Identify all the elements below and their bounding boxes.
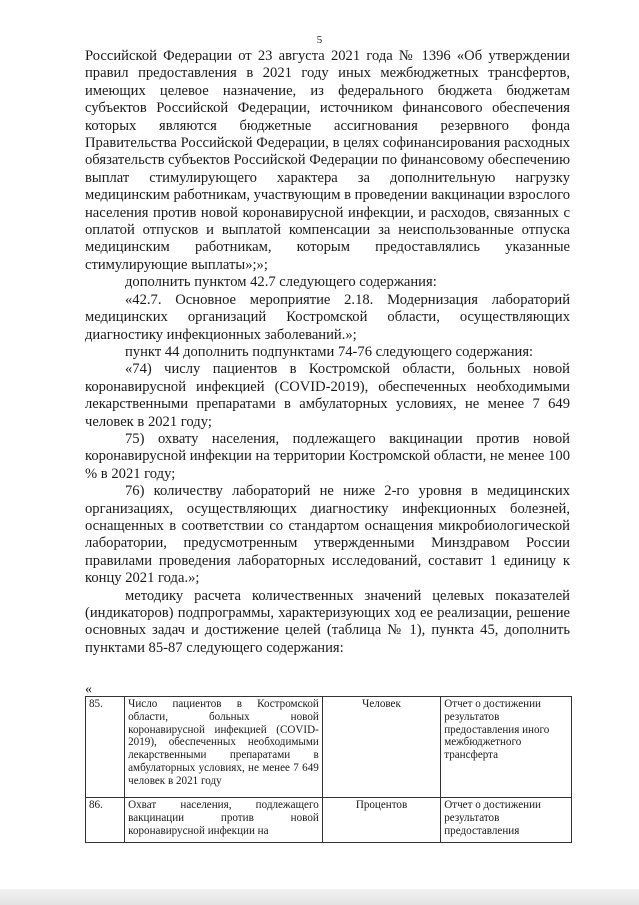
paragraph: «74) числу пациентов в Костромской области, больных новой коронавирусной инфекцией (COVID-2019), обеспеченных необходимыми лекарственными препаратами в амбулаторных условиях, не менее 7 649 человек в 2021 году;: [85, 361, 570, 430]
row-number: 86.: [86, 798, 125, 843]
indicator-name: Число пациентов в Костромской области, больных новой коронавирусной инфекцией (COVID-2019), обеспеченных необходимыми лекарственными препаратами в амбулаторных условиях, не менее 7 649 человек в 2021 году: [125, 697, 323, 798]
paragraph: дополнить пунктом 42.7 следующего содержания:: [125, 274, 437, 291]
table-row: [86, 697, 572, 798]
opening-quote-mark: «: [85, 682, 92, 697]
page-number: 5: [316, 34, 323, 46]
paragraph: 75) охвату населения, подлежащего вакцинации против новой коронавирусной инфекции на территории Костромской области, не менее 100 % в 2021 году;: [85, 430, 570, 482]
data-source: Отчет о достижении результатов предоставления иного межбюджетного трансферта: [441, 697, 572, 798]
paragraph: методику расчета количественных значений целевых показателей (индикаторов) подпрограммы, характеризующих ход ее реализации, решение основных задач и достижение целей (таблица № 1), пункта 45, дополнить пунктами 85-87 следующего содержания:: [85, 587, 570, 656]
indicators-table: [85, 696, 572, 843]
paragraph: 76) количеству лабораторий не ниже 2-го уровня в медицинских организациях, осуществляющих диагностику инфекционных болезней, оснащенных в соответствии со стандартом оснащения микробиологической лаборатории, предусмотренным утвержденными Минздравом России правилами проведения лабораторных исследований, составит 1 единицу к концу 2021 года.»;: [85, 483, 570, 587]
scan-bottom-edge: [0, 889, 639, 905]
table-row: [86, 798, 572, 843]
data-source: Отчет о достижении результатов предоставления: [441, 798, 572, 843]
unit-of-measure: Человек: [322, 697, 440, 798]
paragraph: Российской Федерации от 23 августа 2021 года № 1396 «Об утверждении правил предоставления в 2021 году иных межбюджетных трансфертов, имеющих целевое назначение, из федерального бюджета бюджетам субъектов Российской Федерации, источником финансового обеспечения которых являются бюджетные ассигнования резервного фонда Правительства Российской Федерации, в целях софинансирования расходных обязательств субъектов Российской Федерации по финансовому обеспечению выплат стимулирующего характера за дополнительную нагрузку медицинским работникам, участвующим в проведении вакцинации взрослого населения против новой коронавирусной инфекции, и расходов, связанных с оплатой отпусков и выплатой компенсации за неиспользованные отпуска медицинским работникам, которым предоставлялись указанные стимулирующие выплаты»;»;: [85, 48, 570, 273]
paragraph: «42.7. Основное мероприятие 2.18. Модернизация лабораторий медицинских организаций Костромской области, осуществляющих диагностику инфекционных заболеваний.»;: [85, 291, 570, 343]
document-body: [85, 48, 570, 657]
unit-of-measure: Процентов: [322, 798, 440, 843]
row-number: 85.: [86, 697, 125, 798]
paragraph: пункт 44 дополнить подпунктами 74-76 следующего содержания:: [125, 343, 534, 360]
indicator-name: Охват населения, подлежащего вакцинации против новой коронавирусной инфекции на: [125, 798, 323, 843]
